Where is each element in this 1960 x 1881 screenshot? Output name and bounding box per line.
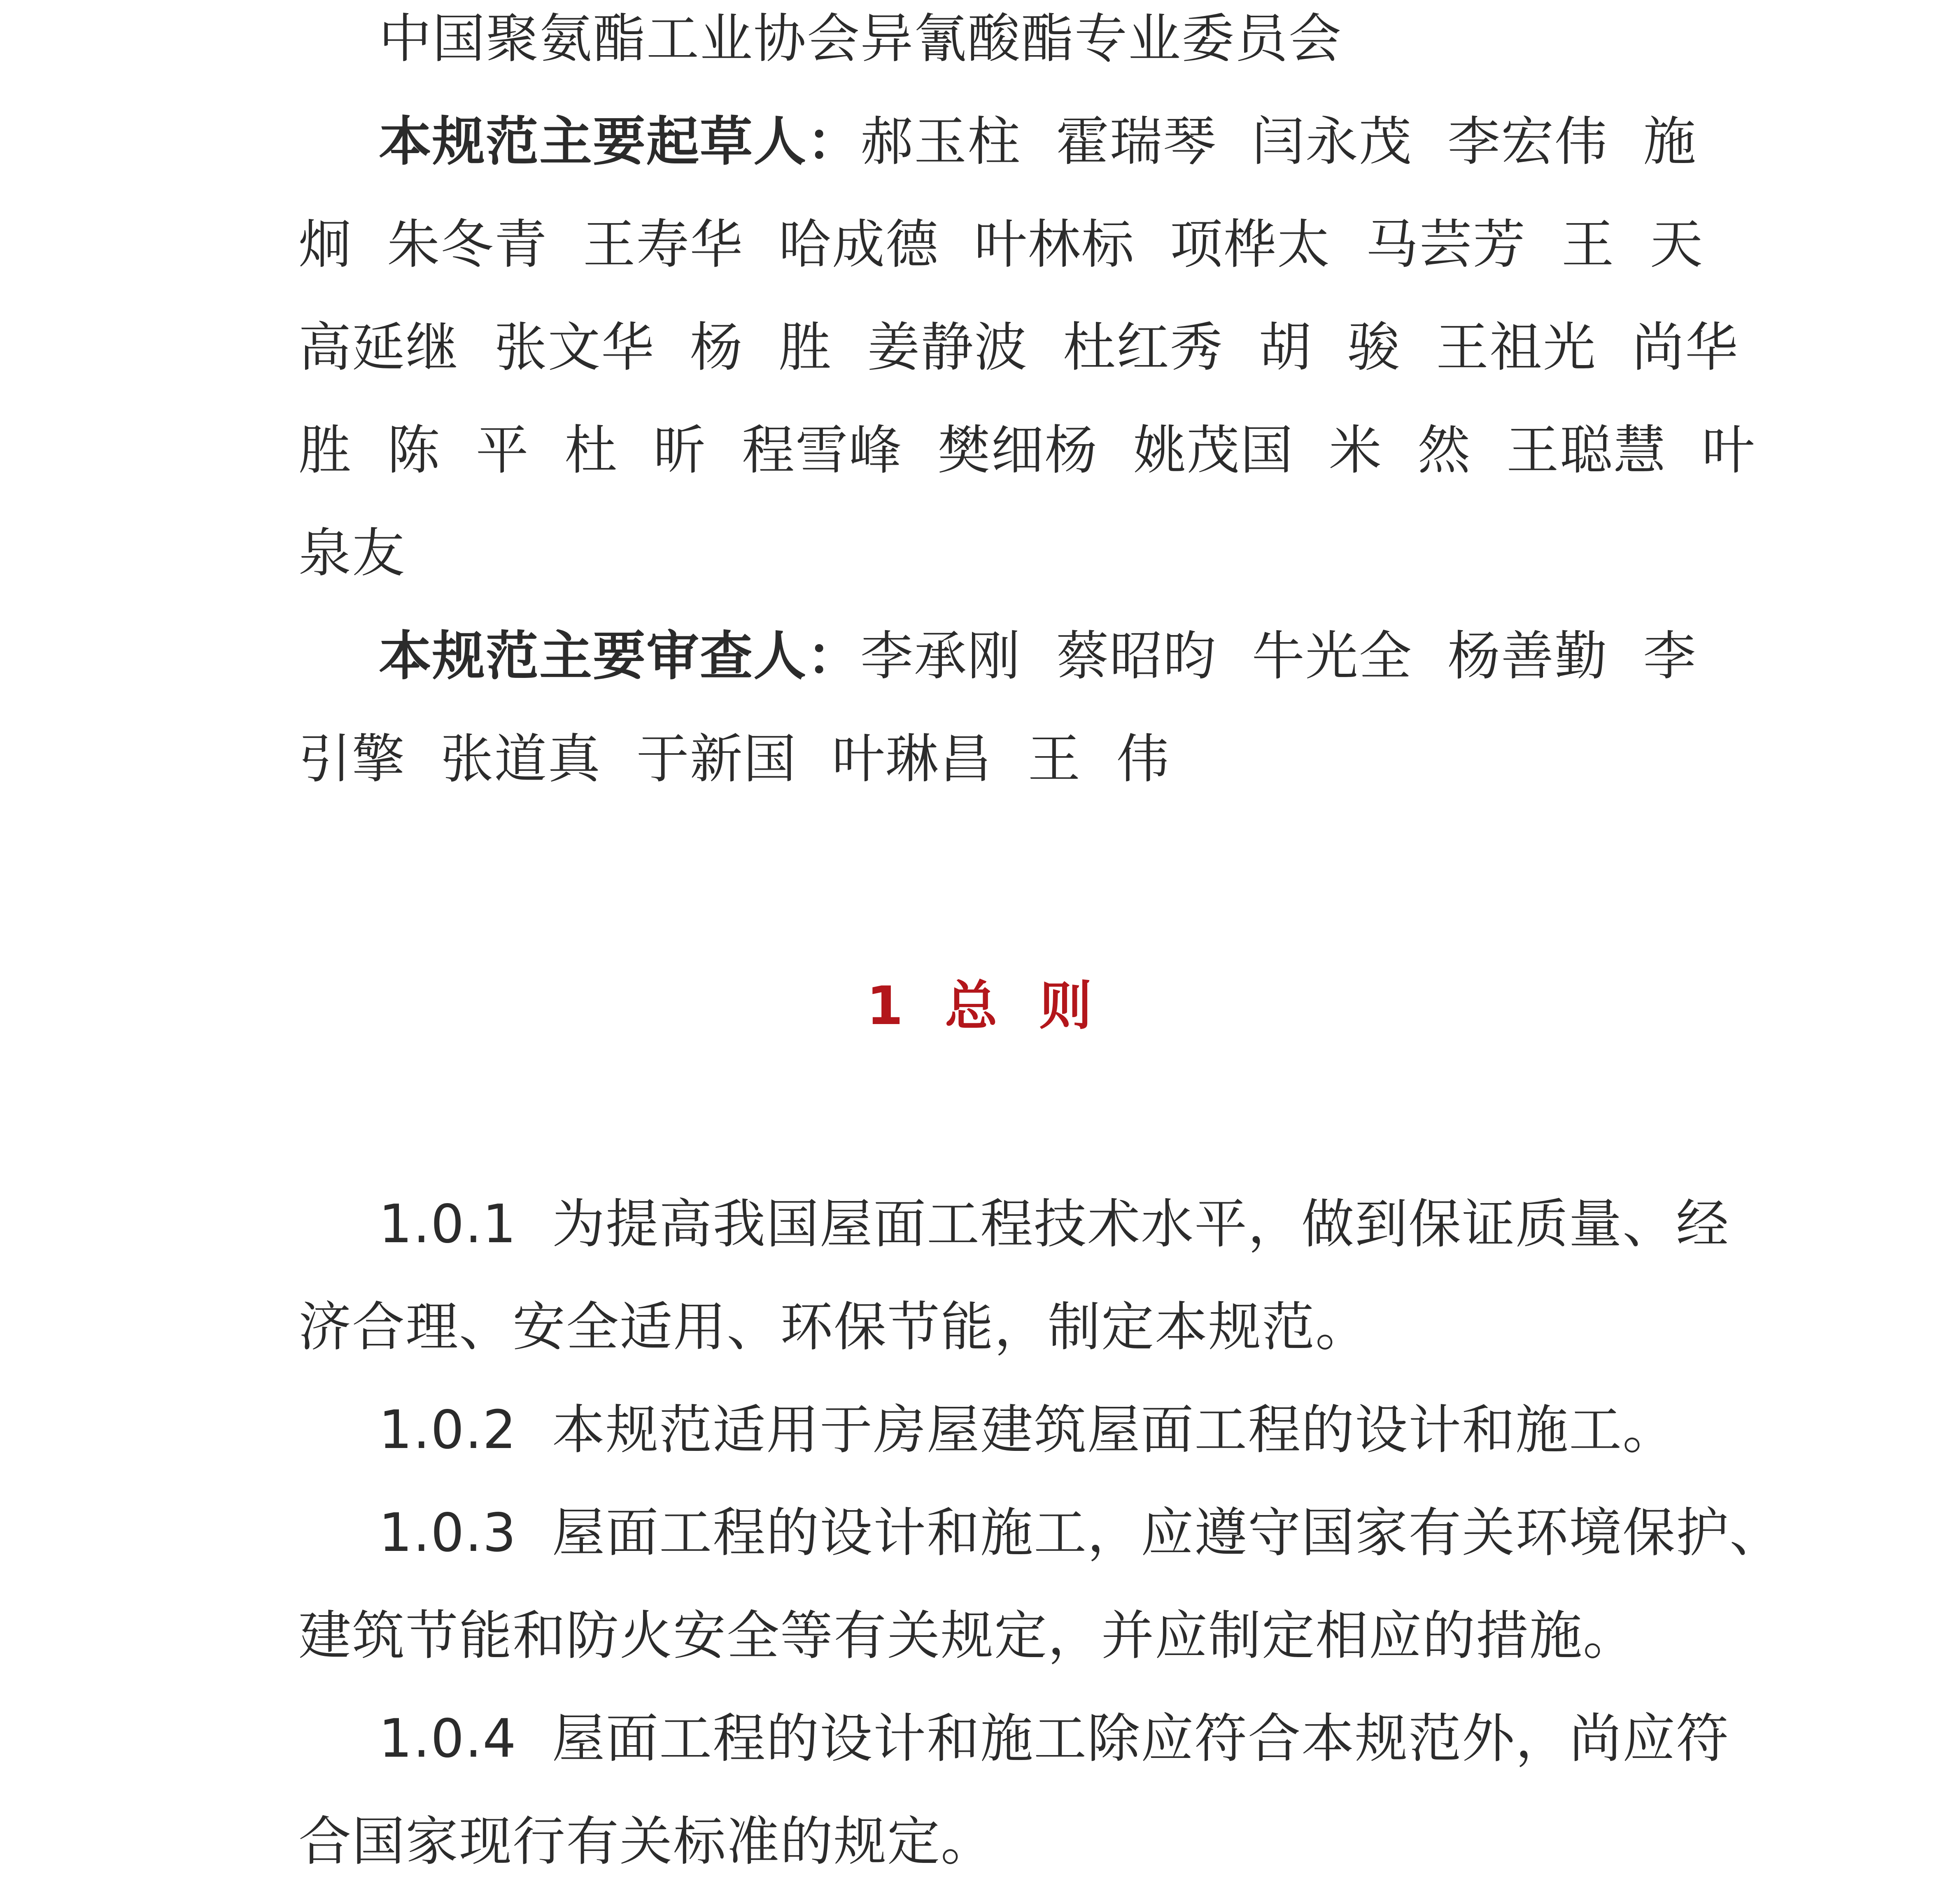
drafters-names-line-5: 泉友 <box>298 523 406 584</box>
clause-1-0-3-rest: 建筑节能和防火安全等有关规定，并应制定相应的措施。 <box>298 1605 1637 1667</box>
clause-1-0-1-first: 1.0.1 为提高我国屋面工程技术水平，做到保证质量、经 <box>379 1194 1730 1255</box>
reviewers-names-line-2: 引擎 张道真 于新国 叶琳昌 王 伟 <box>298 729 1170 790</box>
section-heading: 1 总 则 <box>866 975 1094 1037</box>
drafters-names-line-3: 高延继 张文华 杨 胜 姜静波 杜红秀 胡 骏 王祖光 尚华 <box>298 317 1739 378</box>
clause-1-0-1-rest: 济合理、安全适用、环保节能，制定本规范。 <box>298 1297 1369 1358</box>
drafters-names-line-1: 郝玉柱 霍瑞琴 闫永茂 李宏伟 施 <box>860 111 1697 172</box>
reviewers-names-line-1: 李承刚 蔡昭昀 牛光全 杨善勤 李 <box>860 626 1697 687</box>
clause-1-0-3-first: 1.0.3 屋面工程的设计和施工，应遵守国家有关环境保护、 <box>379 1502 1783 1564</box>
clause-1-0-4-first: 1.0.4 屋面工程的设计和施工除应符合本规范外，尚应符 <box>379 1708 1730 1769</box>
drafters-names-line-4: 胜 陈 平 杜 昕 程雪峰 樊细杨 姚茂国 米 然 王聪慧 叶 <box>298 420 1756 481</box>
committee-line: 中国聚氨酯工业协会异氰酸酯专业委员会 <box>379 8 1342 70</box>
drafters-first-line <box>379 111 1697 173</box>
clause-1-0-4-rest: 合国家现行有关标准的规定。 <box>298 1811 995 1872</box>
clause-1-0-2-first: 1.0.2 本规范适用于房屋建筑屋面工程的设计和施工。 <box>379 1399 1676 1461</box>
drafters-label: 本规范主要起草人： <box>379 111 861 172</box>
drafters-names-line-2: 炯 朱冬青 王寿华 哈成德 叶林标 项桦太 马芸芳 王 天 <box>298 214 1704 275</box>
reviewers-label: 本规范主要审查人： <box>379 626 861 687</box>
reviewers-first-line <box>379 626 1697 687</box>
